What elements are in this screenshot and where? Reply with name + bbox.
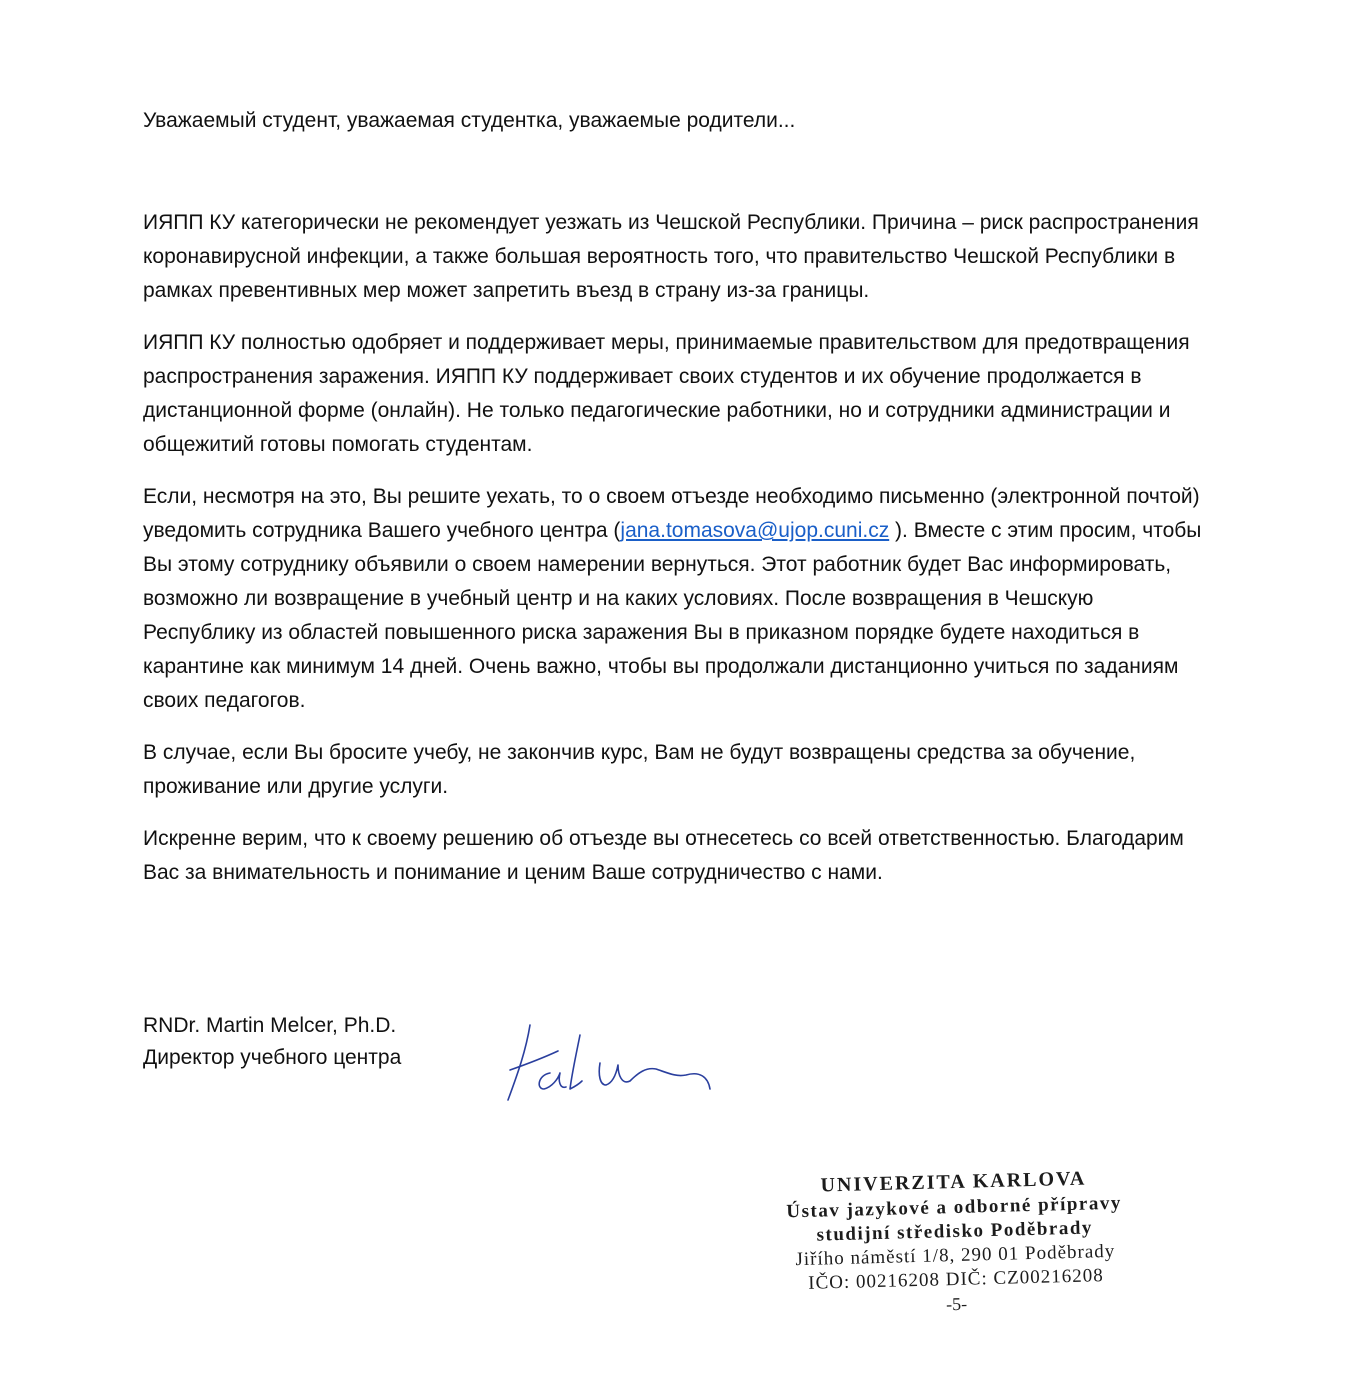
paragraph-closing: Искренне верим, что к своему решению об отъезде вы отнесетесь со всей ответственностью. Благодарим Вас за внимательность и понимание и ценим Ваше сотрудничество с нами. bbox=[143, 827, 1184, 884]
signature-block bbox=[143, 1010, 401, 1074]
paragraph-travel-advice: ИЯПП КУ категорически не рекомендует уезжать из Чешской Республики. Причина – риск распространения коронавирусной инфекции, а также большая вероятность того, что правительство Чешской Республики в рамках превентивных мер может запретить въезд в страну из-за границы. bbox=[143, 211, 1199, 302]
greeting: Уважаемый студент, уважаемая студентка, уважаемые родители... bbox=[143, 109, 796, 132]
departure-notice-continuation: ). Вместе с этим просим, чтобы Вы этому сотруднику объявили о своем намерении вернуться. Этот работник будет Вас информировать, возможно ли возвращение в учебный центр и на каких условиях. После возвращения в Чешскую Республику из областей повышенного риска заражения Вы в приказном порядке будете находиться в карантине как минимум 14 дней. Очень важно, чтобы вы продолжали дистанционно учиться по заданиям своих педагогов. bbox=[143, 519, 1202, 712]
paragraph-refund-policy: В случае, если Вы бросите учебу, не закончив курс, Вам не будут возвращены средства за обучение, проживание или другие услуги. bbox=[143, 741, 1136, 798]
stamp-university-name: UNIVERZITA KARLOVA bbox=[820, 1167, 1087, 1197]
stamp-institute-name: Ústav jazykové a odborné přípravy bbox=[786, 1192, 1123, 1223]
stamp-study-center: studijní středisko Poděbrady bbox=[816, 1217, 1094, 1246]
page-number: -5- bbox=[945, 1293, 968, 1315]
signer-name: RNDr. Martin Melcer, Ph.D. bbox=[143, 1014, 397, 1037]
handwritten-signature-icon bbox=[500, 1015, 730, 1110]
stamp-ids: IČO: 00216208 DIČ: CZ00216208 bbox=[807, 1265, 1104, 1294]
letter-body bbox=[143, 104, 1208, 908]
paragraph-departure-notice bbox=[143, 480, 1208, 718]
stamp-address: Jiřího náměstí 1/8, 290 01 Poděbrady bbox=[795, 1240, 1116, 1271]
paragraph-government-measures: ИЯПП КУ полностью одобряет и поддерживает меры, принимаемые правительством для предотвращения распространения заражения. ИЯПП КУ поддерживает своих студентов и их обучение продолжается в дистанционной форме (онлайн). Не только педагогические работники, но и сотрудники администрации и общежитий готовы помогать студентам. bbox=[143, 331, 1190, 456]
email-link[interactable]: jana.tomasova@ujop.cuni.cz bbox=[620, 519, 890, 542]
signer-position: Директор учебного центра bbox=[143, 1046, 402, 1069]
departure-notice-text: Если, несмотря на это, Вы решите уехать, то о своем отъезде необходимо письменно (электронной почтой) уведомить сотрудника Вашего учебного центра ( bbox=[143, 485, 1200, 542]
university-stamp bbox=[733, 1162, 1177, 1321]
